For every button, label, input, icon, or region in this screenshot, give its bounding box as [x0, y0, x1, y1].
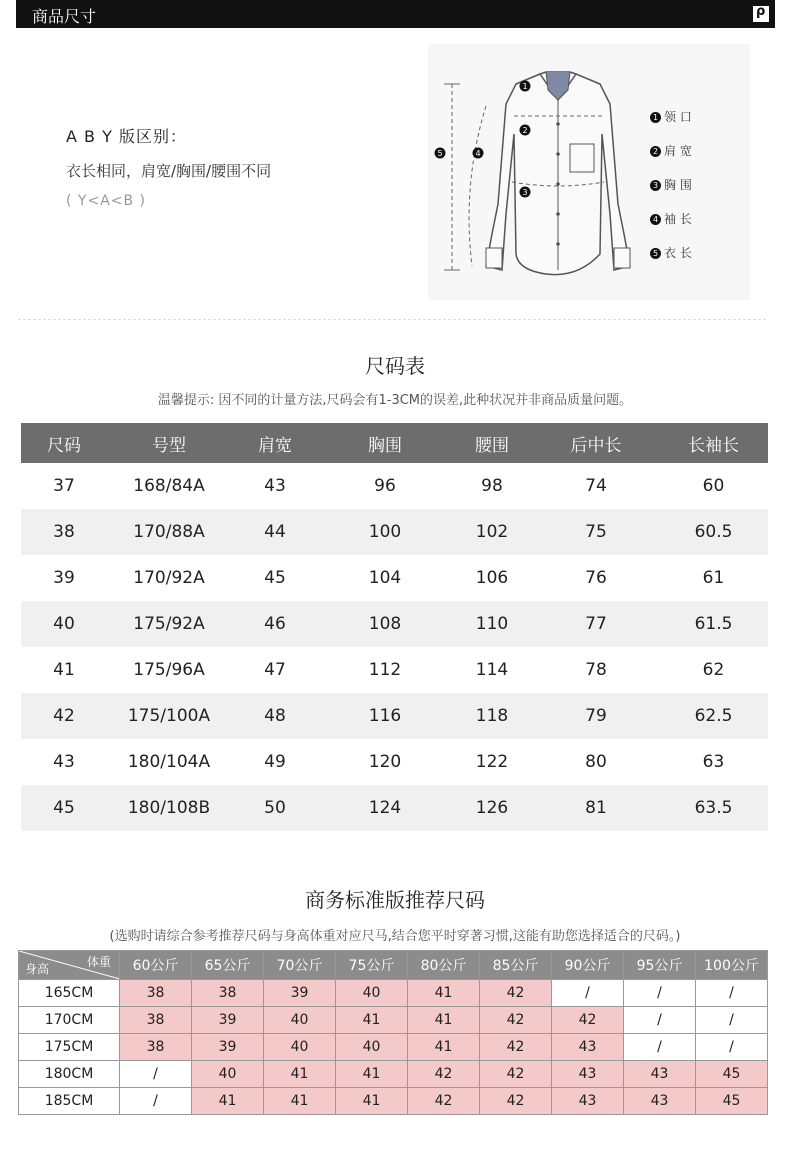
table-cell: 37 [21, 463, 107, 509]
size-cell: 40 [264, 1007, 336, 1034]
table-cell: 122 [451, 739, 533, 785]
size-cell: 39 [192, 1007, 264, 1034]
table-cell: 40 [21, 601, 107, 647]
size-cell: / [696, 1034, 768, 1061]
aby-order: ( Y<A<B ) [66, 193, 147, 209]
corner-weight-label: 体重 [86, 955, 111, 969]
size-cell: 42 [480, 1061, 552, 1088]
column-header: 号型 [107, 423, 231, 463]
table-cell: 46 [231, 601, 319, 647]
table-cell: 80 [533, 739, 659, 785]
size-table [21, 423, 768, 831]
size-cell: 42 [480, 1034, 552, 1061]
corner-height-label: 身高 [25, 962, 50, 976]
column-header: 尺码 [21, 423, 107, 463]
legend-item: 4 袖 长 [650, 210, 692, 244]
table-cell: 39 [21, 555, 107, 601]
size-cell: 42 [480, 1088, 552, 1115]
table-cell: 118 [451, 693, 533, 739]
size-cell: 45 [696, 1061, 768, 1088]
table-cell: 38 [21, 509, 107, 555]
weight-header: 80公斤 [408, 951, 480, 980]
size-cell: 40 [336, 1034, 408, 1061]
table-cell: 81 [533, 785, 659, 831]
table-cell: 41 [21, 647, 107, 693]
size-cell: 39 [192, 1034, 264, 1061]
height-label: 165CM [19, 980, 120, 1007]
table-row [21, 647, 768, 693]
diagram-legend [650, 108, 692, 278]
table-cell: 120 [319, 739, 451, 785]
table-cell: 76 [533, 555, 659, 601]
table-row [21, 463, 768, 509]
height-label: 185CM [19, 1088, 120, 1115]
size-cell: 38 [192, 980, 264, 1007]
size-cell: 42 [408, 1061, 480, 1088]
size-cell: 41 [336, 1061, 408, 1088]
size-cell: 41 [264, 1088, 336, 1115]
table-cell: 74 [533, 463, 659, 509]
size-cell: 41 [336, 1007, 408, 1034]
size-cell: 43 [552, 1061, 624, 1088]
size-cell: 38 [120, 1007, 192, 1034]
weight-header: 75公斤 [336, 951, 408, 980]
weight-header: 85公斤 [480, 951, 552, 980]
table-cell: 47 [231, 647, 319, 693]
size-cell: 39 [264, 980, 336, 1007]
table-cell: 49 [231, 739, 319, 785]
table-cell: 77 [533, 601, 659, 647]
table-cell: 44 [231, 509, 319, 555]
size-cell: 41 [264, 1061, 336, 1088]
table-cell: 50 [231, 785, 319, 831]
table-cell: 62.5 [659, 693, 768, 739]
size-cell: / [624, 1034, 696, 1061]
recommend-table [18, 950, 768, 1115]
weight-header: 95公斤 [624, 951, 696, 980]
shirt-diagram-panel [428, 44, 750, 300]
table-cell: 102 [451, 509, 533, 555]
table-cell: 114 [451, 647, 533, 693]
table-cell: 42 [21, 693, 107, 739]
table-cell: 75 [533, 509, 659, 555]
size-cell: / [120, 1088, 192, 1115]
table-cell: 61.5 [659, 601, 768, 647]
section-header [16, 0, 775, 28]
table-cell: 175/92A [107, 601, 231, 647]
size-cell: 43 [624, 1061, 696, 1088]
shirt-diagram [428, 44, 750, 300]
size-cell: 43 [552, 1088, 624, 1115]
brand-logo: ρ [753, 6, 769, 22]
size-cell: / [696, 980, 768, 1007]
table-cell: 110 [451, 601, 533, 647]
table-cell: 180/108B [107, 785, 231, 831]
table-row [19, 1034, 768, 1061]
size-cell: / [120, 1061, 192, 1088]
column-header: 腰围 [451, 423, 533, 463]
table-cell: 79 [533, 693, 659, 739]
table-row [21, 739, 768, 785]
legend-item: 1 领 口 [650, 108, 692, 142]
size-cell: 40 [264, 1034, 336, 1061]
table-cell: 175/100A [107, 693, 231, 739]
marker-sleeve-label: 4 [475, 149, 481, 158]
size-table-note: 温馨提示: 因不同的计量方法,尺码会有1-3CM的误差,此种状况并非商品质量问题。 [157, 393, 633, 408]
legend-item: 2 肩 宽 [650, 142, 692, 176]
divider [18, 319, 766, 320]
table-row [19, 1061, 768, 1088]
column-header: 胸围 [319, 423, 451, 463]
table-cell: 168/84A [107, 463, 231, 509]
weight-header: 90公斤 [552, 951, 624, 980]
table-cell: 108 [319, 601, 451, 647]
size-cell: 40 [336, 980, 408, 1007]
size-cell: 41 [408, 1007, 480, 1034]
table-cell: 48 [231, 693, 319, 739]
table-cell: 60.5 [659, 509, 768, 555]
table-row [21, 601, 768, 647]
table-cell: 180/104A [107, 739, 231, 785]
weight-header: 70公斤 [264, 951, 336, 980]
recommend-note: (选购时请综合参考推荐尺码与身高体重对应尺马,结合您平时穿著习惯,这能有助您选择适合的尺码。) [109, 929, 681, 944]
table-cell: 100 [319, 509, 451, 555]
size-cell: 42 [552, 1007, 624, 1034]
table-cell: 43 [231, 463, 319, 509]
size-table-title: 尺码表 [365, 354, 425, 378]
table-cell: 124 [319, 785, 451, 831]
size-cell: 38 [120, 1034, 192, 1061]
table-cell: 63.5 [659, 785, 768, 831]
table-cell: 62 [659, 647, 768, 693]
table-cell: 61 [659, 555, 768, 601]
size-cell: 41 [408, 1034, 480, 1061]
aby-description: 衣长相同，肩宽/胸围/腰围不同 [66, 162, 272, 180]
table-cell: 43 [21, 739, 107, 785]
size-cell: 41 [408, 980, 480, 1007]
height-label: 170CM [19, 1007, 120, 1034]
size-cell: 42 [480, 1007, 552, 1034]
table-cell: 45 [231, 555, 319, 601]
marker-collar-label: 1 [522, 82, 528, 91]
column-header: 后中长 [533, 423, 659, 463]
size-cell: 41 [336, 1088, 408, 1115]
table-row [21, 785, 768, 831]
table-cell: 170/88A [107, 509, 231, 555]
size-cell: 45 [696, 1088, 768, 1115]
table-cell: 126 [451, 785, 533, 831]
table-cell: 112 [319, 647, 451, 693]
table-cell: 104 [319, 555, 451, 601]
size-cell: 41 [192, 1088, 264, 1115]
table-cell: 98 [451, 463, 533, 509]
size-cell: 40 [192, 1061, 264, 1088]
size-cell: 43 [552, 1034, 624, 1061]
size-cell: / [624, 980, 696, 1007]
size-cell: 42 [408, 1088, 480, 1115]
size-cell: 43 [624, 1088, 696, 1115]
corner-cell [19, 951, 120, 980]
table-cell: 78 [533, 647, 659, 693]
table-cell: 116 [319, 693, 451, 739]
height-label: 180CM [19, 1061, 120, 1088]
table-cell: 106 [451, 555, 533, 601]
marker-shoulder-label: 2 [522, 126, 528, 135]
table-cell: 63 [659, 739, 768, 785]
aby-title: A B Y 版区别： [66, 127, 187, 146]
weight-header: 65公斤 [192, 951, 264, 980]
table-cell: 170/92A [107, 555, 231, 601]
size-cell: / [696, 1007, 768, 1034]
table-cell: 96 [319, 463, 451, 509]
section-title: 商品尺寸 [32, 7, 97, 26]
table-row [19, 1088, 768, 1115]
column-header: 长袖长 [659, 423, 768, 463]
table-row [21, 693, 768, 739]
marker-chest-label: 3 [522, 188, 528, 197]
table-row [19, 980, 768, 1007]
size-cell: 38 [120, 980, 192, 1007]
table-cell: 60 [659, 463, 768, 509]
table-cell: 175/96A [107, 647, 231, 693]
marker-length-label: 5 [437, 149, 443, 158]
column-header: 肩宽 [231, 423, 319, 463]
recommend-title: 商务标准版推荐尺码 [305, 888, 485, 912]
legend-item: 3 胸 围 [650, 176, 692, 210]
height-label: 175CM [19, 1034, 120, 1061]
table-row [21, 555, 768, 601]
size-cell: / [552, 980, 624, 1007]
table-row [21, 509, 768, 555]
weight-header: 60公斤 [120, 951, 192, 980]
size-cell: / [624, 1007, 696, 1034]
table-row [19, 1007, 768, 1034]
legend-item: 5 衣 长 [650, 244, 692, 278]
table-cell: 45 [21, 785, 107, 831]
weight-header: 100公斤 [696, 951, 768, 980]
size-cell: 42 [480, 980, 552, 1007]
